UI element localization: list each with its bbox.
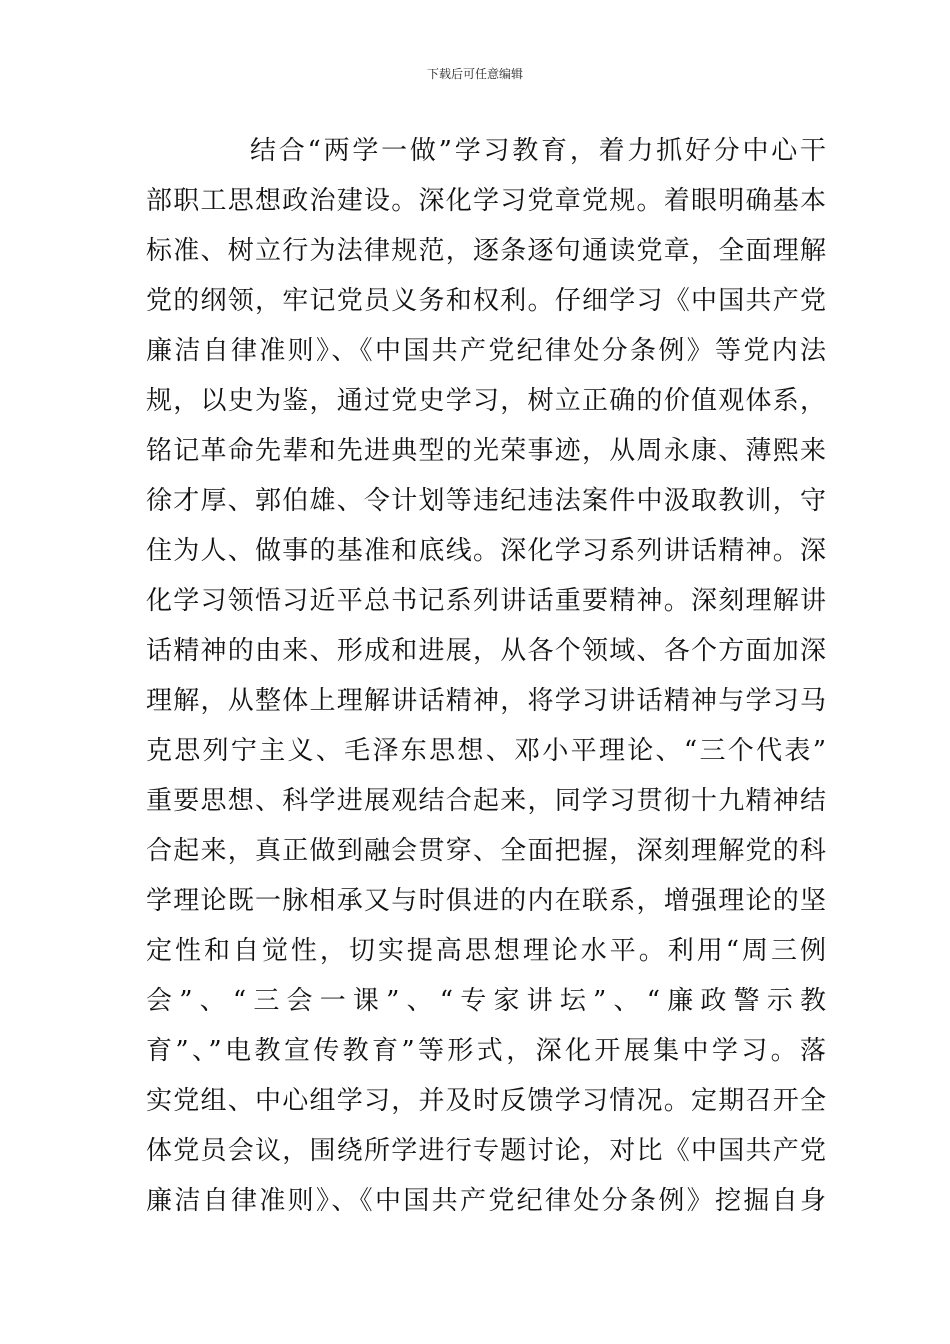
text-line: 铭记革命先辈和先进典型的光荣事迹，从周永康、薄熙来 bbox=[146, 436, 826, 466]
text-line: 结合“两学一做”学习教育，着力抓好分中心干 bbox=[250, 136, 826, 166]
page-header-note: 下载后可任意编辑 bbox=[426, 67, 523, 81]
text-line: 会”、“三会一课”、“专家讲坛”、“廉政警示教 bbox=[146, 986, 826, 1016]
text-line: 廉洁自律准则》、《中国共产党纪律处分条例》等党内法 bbox=[146, 336, 826, 366]
text-line: 标准、树立行为法律规范，逐条逐句通读党章，全面理解 bbox=[146, 236, 826, 266]
text-line: 实党组、中心组学习，并及时反馈学习情况。定期召开全 bbox=[146, 1086, 826, 1116]
text-line: 克思列宁主义、毛泽东思想、邓小平理论、“三个代表” bbox=[146, 736, 826, 766]
text-line: 徐才厚、郭伯雄、令计划等违纪违法案件中汲取教训，守 bbox=[146, 486, 826, 516]
text-line: 住为人、做事的基准和底线。深化学习系列讲话精神。深 bbox=[146, 536, 826, 566]
text-line: 话精神的由来、形成和进展，从各个领域、各个方面加深 bbox=[146, 636, 826, 666]
text-line: 重要思想、科学进展观结合起来，同学习贯彻十九精神结 bbox=[146, 786, 826, 816]
text-line: 理解，从整体上理解讲话精神，将学习讲话精神与学习马 bbox=[146, 686, 826, 716]
text-line: 廉洁自律准则》、《中国共产党纪律处分条例》挖掘自身 bbox=[146, 1186, 826, 1216]
text-line: 体党员会议，围绕所学进行专题讨论，对比《中国共产党 bbox=[146, 1136, 826, 1166]
text-line: 合起来，真正做到融会贯穿、全面把握，深刻理解党的科 bbox=[146, 836, 826, 866]
body-paragraph bbox=[146, 126, 826, 1226]
text-line: 定性和自觉性，切实提高思想理论水平。利用“周三例 bbox=[146, 936, 826, 966]
text-line: 育”、”电教宣传教育”等形式，深化开展集中学习。落 bbox=[146, 1036, 826, 1066]
text-line: 党的纲领，牢记党员义务和权利。仔细学习《中国共产党 bbox=[146, 286, 826, 316]
text-line: 规，以史为鉴，通过党史学习，树立正确的价值观体系， bbox=[146, 386, 826, 416]
text-line: 学理论既一脉相承又与时俱进的内在联系，增强理论的坚 bbox=[146, 886, 826, 916]
text-line: 化学习领悟习近平总书记系列讲话重要精神。深刻理解讲 bbox=[146, 586, 826, 616]
text-line: 部职工思想政治建设。深化学习党章党规。着眼明确基本 bbox=[146, 186, 826, 216]
